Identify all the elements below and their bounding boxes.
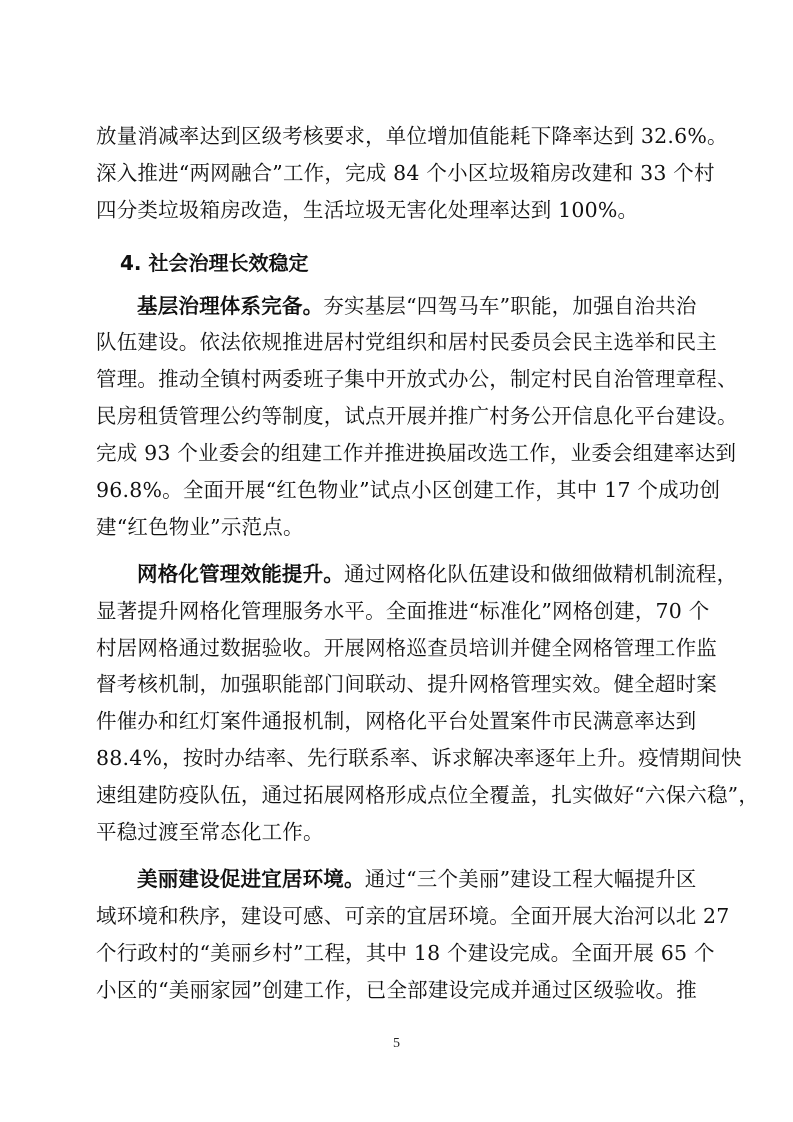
text-line: 民房租赁管理公约等制度，试点开展并推广村务公开信息化平台建设。	[96, 404, 738, 429]
paragraph-text: 夯实基层“四驾马车”职能，加强自治共治	[323, 293, 697, 318]
text-line: 显著提升网格化管理服务水平。全面推进“标准化”网格创建，70 个	[96, 598, 710, 623]
text-line: 四分类垃圾箱房改造，生活垃圾无害化处理率达到 100%。	[96, 197, 639, 222]
document-page	[96, 118, 760, 1008]
text-line: 域环境和秩序，建设可感、可亲的宜居环境。全面开展大治河以北 27	[96, 903, 730, 928]
text-line: 村居网格通过数据验收。开展网格巡查员培训并健全网格管理工作监	[96, 635, 717, 660]
section-heading: 4. 社会治理长效稳定	[120, 250, 309, 275]
text-line: 队伍建设。依法依规推进居村党组织和居村民委员会民主选举和民主	[96, 330, 717, 355]
paragraph-first-line	[96, 861, 696, 898]
text-line: 完成 93 个业委会的组建工作并推进换届改选工作，业委会组建率达到	[96, 441, 737, 466]
text-line: 管理。推动全镇村两委班子集中开放式办公，制定村民自治管理章程、	[96, 367, 738, 392]
text-line: 建“红色物业”示范点。	[96, 514, 304, 539]
text-line: 小区的“美丽家园”创建工作，已全部建设完成并通过区级验收。推	[96, 977, 697, 1002]
text-line: 件催办和红灯案件通报机制，网格化平台处置案件市民满意率达到	[96, 709, 697, 734]
paragraph-lead: 网格化管理效能提升。	[137, 561, 344, 586]
text-line: 平稳过渡至常态化工作。	[96, 820, 324, 845]
paragraph-first-line	[96, 556, 738, 593]
text-line: 88.4%，按时办结率、先行联系率、诉求解决率逐年上升。疫情期间快	[96, 746, 742, 771]
text-line: 个行政村的“美丽乡村”工程，其中 18 个建设完成。全面开展 65 个	[96, 940, 715, 965]
text-line: 放量消减率达到区级考核要求，单位增加值能耗下降率达到 32.6%。	[96, 124, 728, 148]
paragraph-lead: 美丽建设促进宜居环境。	[137, 866, 365, 891]
text-line: 96.8%。全面开展“红色物业”试点小区创建工作，其中 17 个成功创	[96, 478, 721, 503]
page-number: 5	[393, 1036, 400, 1051]
text-line: 督考核机制，加强职能部门间联动、提升网格管理实效。健全超时案	[96, 672, 717, 697]
paragraph-text: 通过“三个美丽”建设工程大幅提升区	[364, 866, 697, 891]
text-line: 速组建防疫队伍，通过拓展网格形成点位全覆盖，扎实做好“六保六稳”，	[96, 783, 760, 808]
paragraph-first-line	[96, 288, 696, 325]
text-line: 深入推进“两网融合”工作，完成 84 个小区垃圾箱房改建和 33 个村	[96, 160, 715, 185]
paragraph-text: 通过网格化队伍建设和做细做精机制流程，	[344, 561, 738, 586]
paragraph-lead: 基层治理体系完备。	[137, 293, 324, 318]
